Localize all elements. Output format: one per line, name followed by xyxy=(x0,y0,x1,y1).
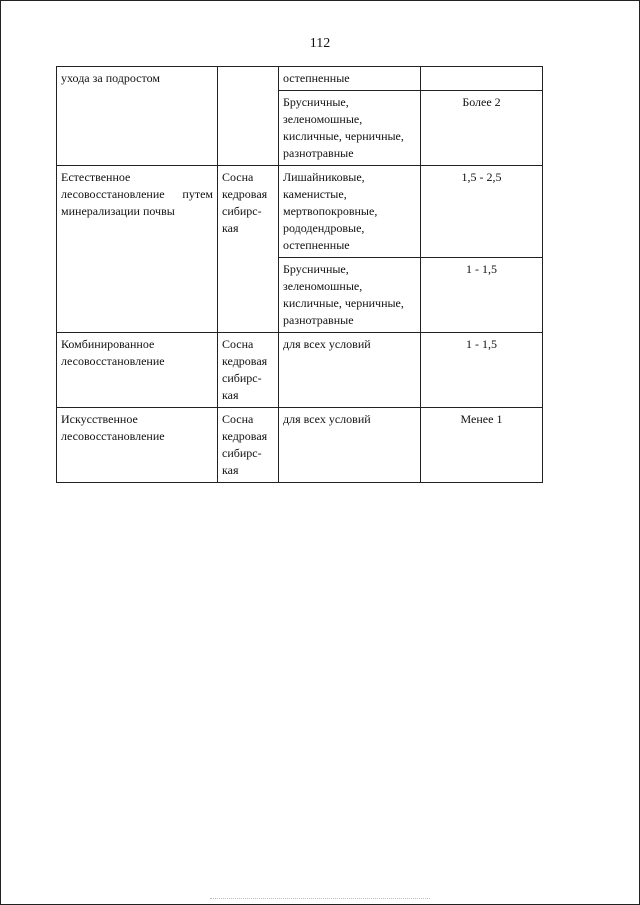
condition-line: Брусничные, xyxy=(283,262,349,276)
species-line: сибирс- xyxy=(222,446,262,460)
method-cell xyxy=(57,408,218,483)
species-line: кедровая xyxy=(222,187,268,201)
condition-cell xyxy=(279,91,421,166)
value-cell xyxy=(421,258,543,333)
species-line: сибирс- xyxy=(222,371,262,385)
condition-cell xyxy=(279,333,421,408)
condition-line: Брусничные, xyxy=(283,95,349,109)
method-line: Комбинированное xyxy=(61,337,155,351)
condition-line: мертвопокровные, xyxy=(283,204,378,218)
condition-line: Лишайниковые, xyxy=(283,170,365,184)
condition-line: кисличные, черничные, xyxy=(283,296,404,310)
method-cell xyxy=(57,166,218,333)
value-text: 1 - 1,5 xyxy=(466,337,497,351)
condition-line: зеленомошные, xyxy=(283,112,363,126)
value-text: Менее 1 xyxy=(460,412,503,426)
condition-cell xyxy=(279,166,421,258)
condition-cell xyxy=(279,408,421,483)
species-line: кая xyxy=(222,221,239,235)
species-cell xyxy=(218,333,279,408)
method-line: лесовосстановление xyxy=(61,429,165,443)
species-line: кедровая xyxy=(222,354,268,368)
method-text: ухода за подростом xyxy=(61,71,160,85)
method-cell xyxy=(57,333,218,408)
method-line: Естественное xyxy=(61,170,131,184)
condition-line: каменистые, xyxy=(283,187,347,201)
species-line: кая xyxy=(222,388,239,402)
species-line: кая xyxy=(222,463,239,477)
table-row xyxy=(57,333,543,408)
value-cell xyxy=(421,166,543,258)
method-line: Искусственное xyxy=(61,412,138,426)
species-cell xyxy=(218,408,279,483)
value-cell xyxy=(421,91,543,166)
table-row xyxy=(57,67,543,91)
method-cell xyxy=(57,67,218,166)
species-line: Сосна xyxy=(222,170,254,184)
condition-line: кисличные, черничные, xyxy=(283,129,404,143)
condition-cell xyxy=(279,258,421,333)
value-text: 1 - 1,5 xyxy=(466,262,497,276)
value-cell xyxy=(421,408,543,483)
species-line: сибирс- xyxy=(222,204,262,218)
condition-line: разнотравные xyxy=(283,313,354,327)
condition-cell xyxy=(279,67,421,91)
value-cell xyxy=(421,67,543,91)
species-cell xyxy=(218,67,279,166)
value-text: Более 2 xyxy=(462,95,501,109)
method-line: лесовосстановление xyxy=(61,354,165,368)
species-cell xyxy=(218,166,279,333)
regeneration-table xyxy=(56,66,543,483)
table-row xyxy=(57,166,543,258)
condition-line: разнотравные xyxy=(283,146,354,160)
method-line: лесовосстановление путем xyxy=(61,187,213,201)
species-line: кедровая xyxy=(222,429,268,443)
page-number: 112 xyxy=(309,36,331,51)
condition-line: зеленомошные, xyxy=(283,279,363,293)
condition-line: остепненные xyxy=(283,71,350,85)
method-line: минерализации почвы xyxy=(61,204,175,218)
condition-text: для всех условий xyxy=(283,337,371,351)
condition-line: рододендровые, xyxy=(283,221,365,235)
species-line: Сосна xyxy=(222,337,254,351)
value-text: 1,5 - 2,5 xyxy=(461,170,502,184)
scan-artifact xyxy=(210,898,430,905)
condition-line: остепненные xyxy=(283,238,350,252)
condition-text: для всех условий xyxy=(283,412,371,426)
species-line: Сосна xyxy=(222,412,254,426)
value-cell xyxy=(421,333,543,408)
table-row xyxy=(57,408,543,483)
